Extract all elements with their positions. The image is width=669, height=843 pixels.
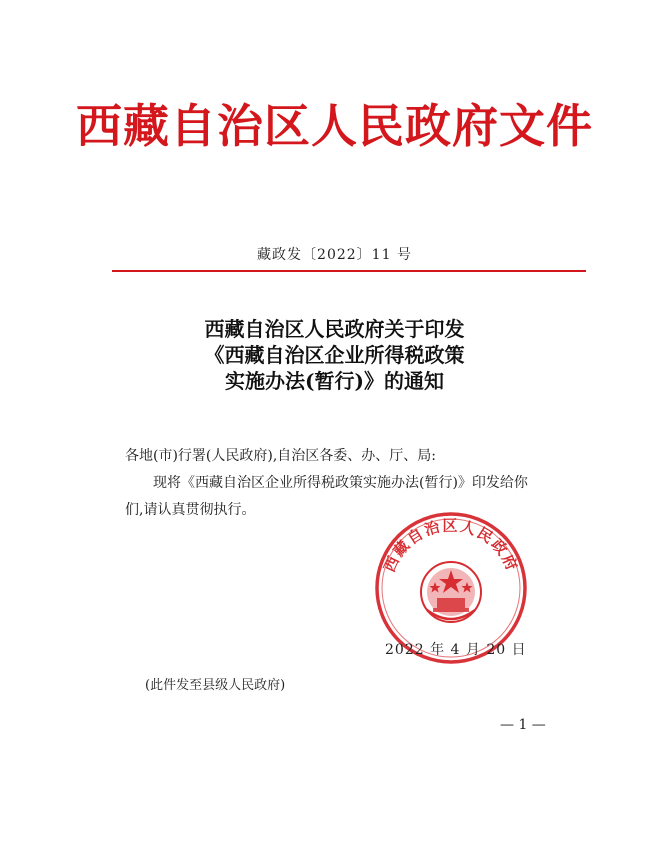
notice-title-line: 实施办法(暂行)》的通知	[225, 369, 444, 393]
seal-inscription: 西藏自治区人民政府	[380, 516, 522, 575]
page-number: — 1 —	[500, 717, 546, 733]
notice-title-line: 《西藏自治区企业所得税政策	[204, 343, 465, 367]
issue-date: 2022 年 4 月 20 日	[385, 642, 527, 658]
national-emblem-icon	[421, 562, 481, 622]
body-paragraph-line: 现将《西藏自治区企业所得税政策实施办法(暂行)》印发给你	[153, 475, 528, 491]
red-separator-rule	[112, 270, 586, 272]
distribution-note: (此件发至县级人民政府)	[145, 678, 286, 693]
svg-text:西藏自治区人民政府	[380, 517, 521, 575]
notice-title-line: 西藏自治区人民政府关于印发	[204, 317, 465, 341]
body-paragraph-line: 们,请认真贯彻执行。	[125, 502, 256, 518]
salutation: 各地(市)行署(人民政府),自治区各委、办、厅、局:	[125, 448, 437, 464]
issuer-title: 西藏自治区人民政府文件	[76, 99, 593, 153]
notice-title	[0, 316, 669, 394]
document-number: 藏政发〔2022〕11 号	[257, 247, 412, 263]
